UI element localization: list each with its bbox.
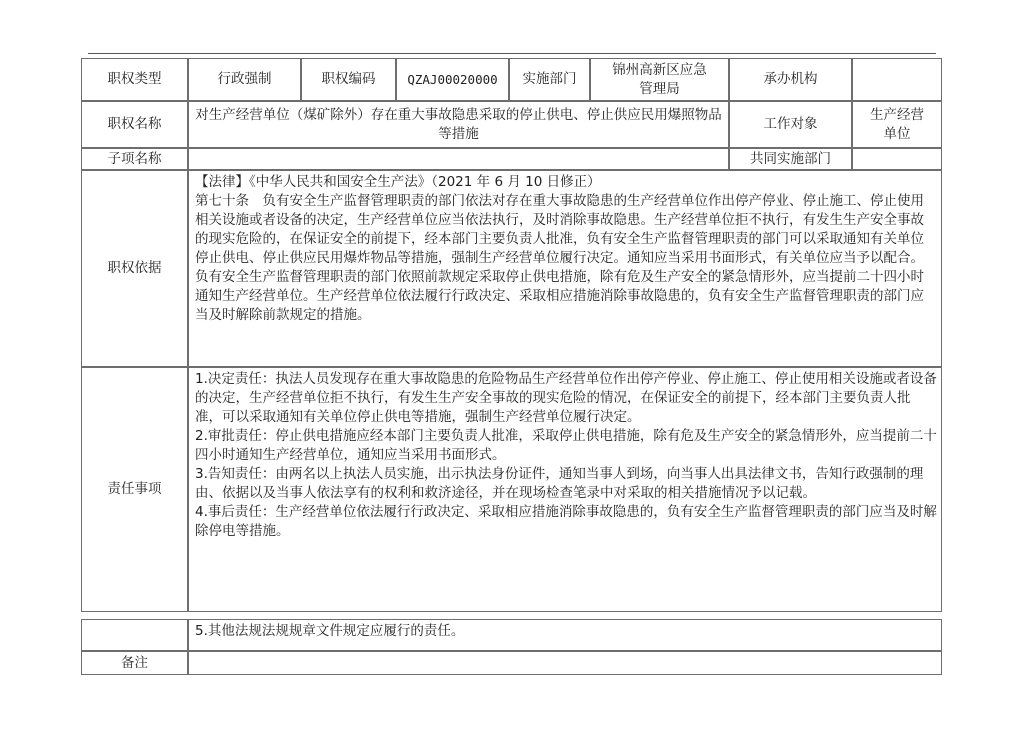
label-responsibilities-cont — [81, 619, 188, 651]
value-remarks — [188, 651, 942, 675]
value-sub-item — [188, 148, 729, 170]
responsibility-item: 4.事后责任：生产经营单位依法履行行政决定、采取相应措施消除事故隐患的，负有安全生产监督管理职责的部门应当及时解除停电等措施。 — [195, 504, 937, 539]
label-authority-code: 职权编码 — [301, 58, 396, 101]
label-authority-name: 职权名称 — [81, 101, 188, 148]
label-authority-type: 职权类型 — [81, 58, 188, 101]
responsibility-item: 5.其他法规法规规章文件规定应履行的责任。 — [195, 623, 465, 639]
responsibility-item: 2.审批责任：停止供电措施应经本部门主要负责人批准，采取停止供电措施，除有危及生产安全的紧急情形外，应当提前二十四小时通知生产经营单位，通知应当采用书面形式。 — [195, 428, 937, 463]
basis-paragraph: 【法律】《中华人民共和国安全生产法》（2021 年 6 月 10 日修正） — [195, 174, 601, 190]
label-authority-basis: 职权依据 — [81, 170, 188, 367]
value-authority-name: 对生产经营单位（煤矿除外）存在重大事故隐患采取的停止供电、停止供应民用爆照物品等措施 — [188, 101, 729, 148]
value-implementing-dept: 锦州高新区应急管理局 — [590, 58, 729, 101]
label-remarks: 备注 — [81, 651, 188, 675]
top-rule — [88, 53, 936, 54]
authority-basis-text — [188, 170, 942, 367]
basis-paragraph: 负有安全生产监督管理职责的部门依照前款规定采取停止供电措施，除有危及生产安全的紧急情形外，应当提前二十四小时通知生产经营单位。生产经营单位依法履行行政决定、采取相应措施消除事故隐患的，负有安全生产监督管理职责的部门应当及时解除前款规定的措施。 — [195, 269, 924, 323]
label-handling-agency: 承办机构 — [729, 58, 852, 101]
value-authority-code: QZAJ00020000 — [396, 58, 509, 101]
responsibility-item: 1.决定责任：执法人员发现存在重大事故隐患的危险物品生产经营单位作出停产停业、停止施工、停止使用相关设施或者设备的决定，生产经营单位拒不执行，有发生生产安全事故的现实危险的情况，在保证安全的前提下，经本部门主要负责人批准，可以采取通知有关单位停止供电等措施，强制生产经营单位履行决定。 — [195, 371, 937, 425]
responsibilities-text — [188, 367, 942, 612]
responsibility-item: 3.告知责任：由两名以上执法人员实施，出示执法身份证件，通知当事人到场，向当事人出具法律文书，告知行政强制的理由、依据以及当事人依法享有的权利和救济途径，并在现场检查笔录中对采取的相关措施情况予以记载。 — [195, 466, 924, 501]
value-work-object: 生产经营单位 — [852, 101, 942, 148]
value-joint-dept — [852, 148, 942, 170]
value-handling-agency — [852, 58, 942, 101]
label-implementing-dept: 实施部门 — [509, 58, 590, 101]
label-responsibilities: 责任事项 — [81, 367, 188, 612]
label-work-object: 工作对象 — [729, 101, 852, 148]
responsibilities-text-cont — [188, 619, 942, 651]
label-joint-dept: 共同实施部门 — [729, 148, 852, 170]
label-sub-item: 子项名称 — [81, 148, 188, 170]
value-authority-type: 行政强制 — [188, 58, 301, 101]
basis-paragraph: 第七十条 负有安全生产监督管理职责的部门依法对存在重大事故隐患的生产经营单位作出停产停业、停止施工、停止使用相关设施或者设备的决定，生产经营单位应当依法执行，及时消除事故隐患。生产经营单位拒不执行，有发生生产安全事故的现实危险的，在保证安全的前提下，经本部门主要负责人批准，负有安全生产监督管理职责的部门可以采取通知有关单位停止供电、停止供应民用爆炸物品等措施，强制生产经营单位履行决定。通知应当采用书面形式，有关单位应当予以配合。 — [195, 193, 924, 266]
